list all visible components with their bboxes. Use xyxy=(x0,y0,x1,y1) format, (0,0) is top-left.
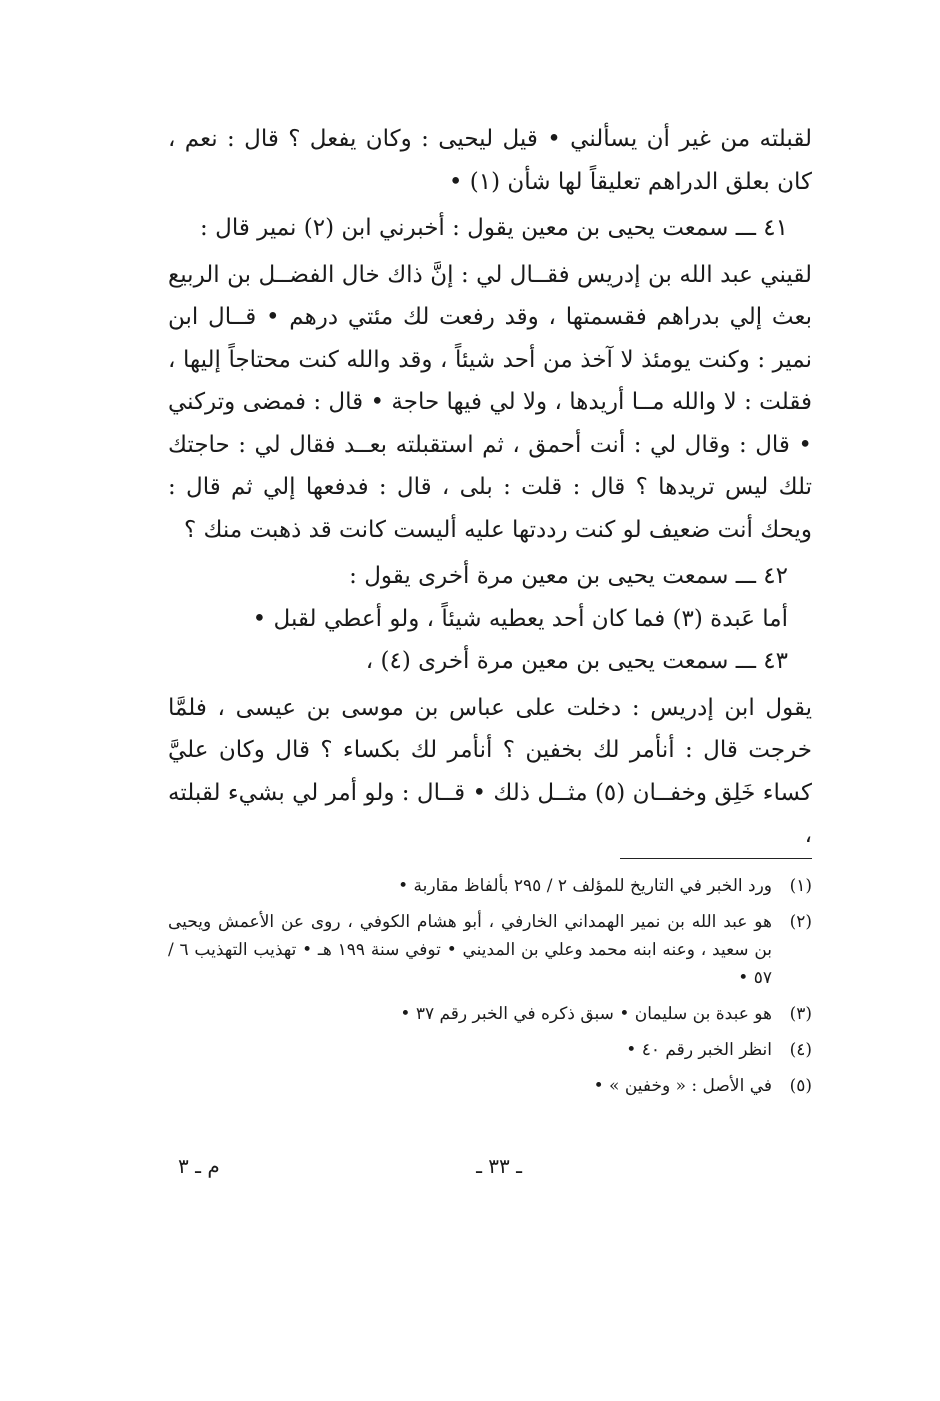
page-footer xyxy=(168,1154,812,1184)
report-43-heading: ٤٣ ـــ سمعت يحيى بن معين مرة أخرى (٤) ، xyxy=(365,648,788,674)
report-42-text: أما عَبدة (٣) فما كان أحد يعطيه شيئاً ، ولو أعطي لقبل • xyxy=(252,605,788,632)
report-42-heading: ٤٢ ـــ سمعت يحيى بن معين مرة أخرى يقول : xyxy=(349,563,788,589)
footnote xyxy=(168,872,812,900)
footnote-text: ورد الخبر في التاريخ للمؤلف ٢ / ٢٩٥ بألفاظ مقاربة • xyxy=(398,876,772,896)
footnote-number: (٥) xyxy=(789,1076,812,1096)
page-number: ـ ٣٣ ـ xyxy=(476,1154,522,1178)
paragraph-continuation: لقبلته من غير أن يسألني • قيل ليحيى : وكان يفعل ؟ قال : نعم ، كان بعلق الدراهم تعليقاً لها شأن (١) • xyxy=(168,126,812,195)
footnote-text: في الأصل : « وخفين » • xyxy=(593,1076,772,1096)
footnote-number: (٣) xyxy=(789,1004,812,1024)
report-43-text: يقول ابن إدريس : دخلت على عباس بن موسى بن عيسى ، فلمَّا خرجت قال : أنأمر لك بخفين ؟ أنأمر لك بكساء ؟ قال وكان عليَّ كساء خَلِق وخفــان (٥) مثــل ذلك • قــال : ولو أمر لي بشيء لقبلته ، xyxy=(168,694,813,848)
footnote-divider xyxy=(620,858,812,859)
footnote xyxy=(168,908,812,992)
footnote-text: هو عبدة بن سليمان • سبق ذكره في الخبر رقم ٣٧ • xyxy=(400,1004,772,1024)
footnote-text: انظر الخبر رقم ٤٠ • xyxy=(626,1040,772,1060)
footnotes xyxy=(168,872,812,1108)
footnote-text: هو عبد الله بن نمير الهمداني الخارفي ، أبو هشام الكوفي ، روى عن الأعمش ويحيى بن سعيد ، وعنه ابنه محمد وعلي بن المديني • توفي سنة ١٩٩ هـ • تهذيب التهذيب ٦ / ٥٧ • xyxy=(168,912,773,988)
footnote xyxy=(168,1000,812,1028)
report-41-heading: ٤١ ـــ سمعت يحيى بن معين يقول : أخبرني ابن (٢) نمير قال : xyxy=(200,215,788,241)
main-text xyxy=(168,118,812,857)
footnote-number: (٢) xyxy=(789,912,812,932)
footnote-number: (٤) xyxy=(789,1040,812,1060)
footnote-number: (١) xyxy=(789,876,812,896)
footnote xyxy=(168,1072,812,1100)
footnote xyxy=(168,1036,812,1064)
report-41-text: لقيني عبد الله بن إدريس فقــال لي : إنَّ ذاك خال الفضــل بن الربيع بعث إلي بدراهم فقسمتها ، وقد رفعت لك مئتي درهم • قــال ابن نمير : وكنت يومئذ لا آخذ من أحد شيئاً ، وقد والله كنت محتاجاً إليها ، فقلت : لا والله مــا أريدها ، ولا لي فيها حاجة • قال : فمضى وتركني • قال : وقال لي : أنت أحمق ، ثم استقبلته بعــد فقال لي : حاجتك تلك ليس تريدها ؟ قال : قلت : بلى ، قال : فدفعها إلي ثم قال : ويحك أنت ضعيف لو كنت رددتها عليه أليست كانت قد ذهبت منك ؟ xyxy=(168,261,812,543)
signature-mark: م ـ ٣ xyxy=(178,1154,220,1178)
